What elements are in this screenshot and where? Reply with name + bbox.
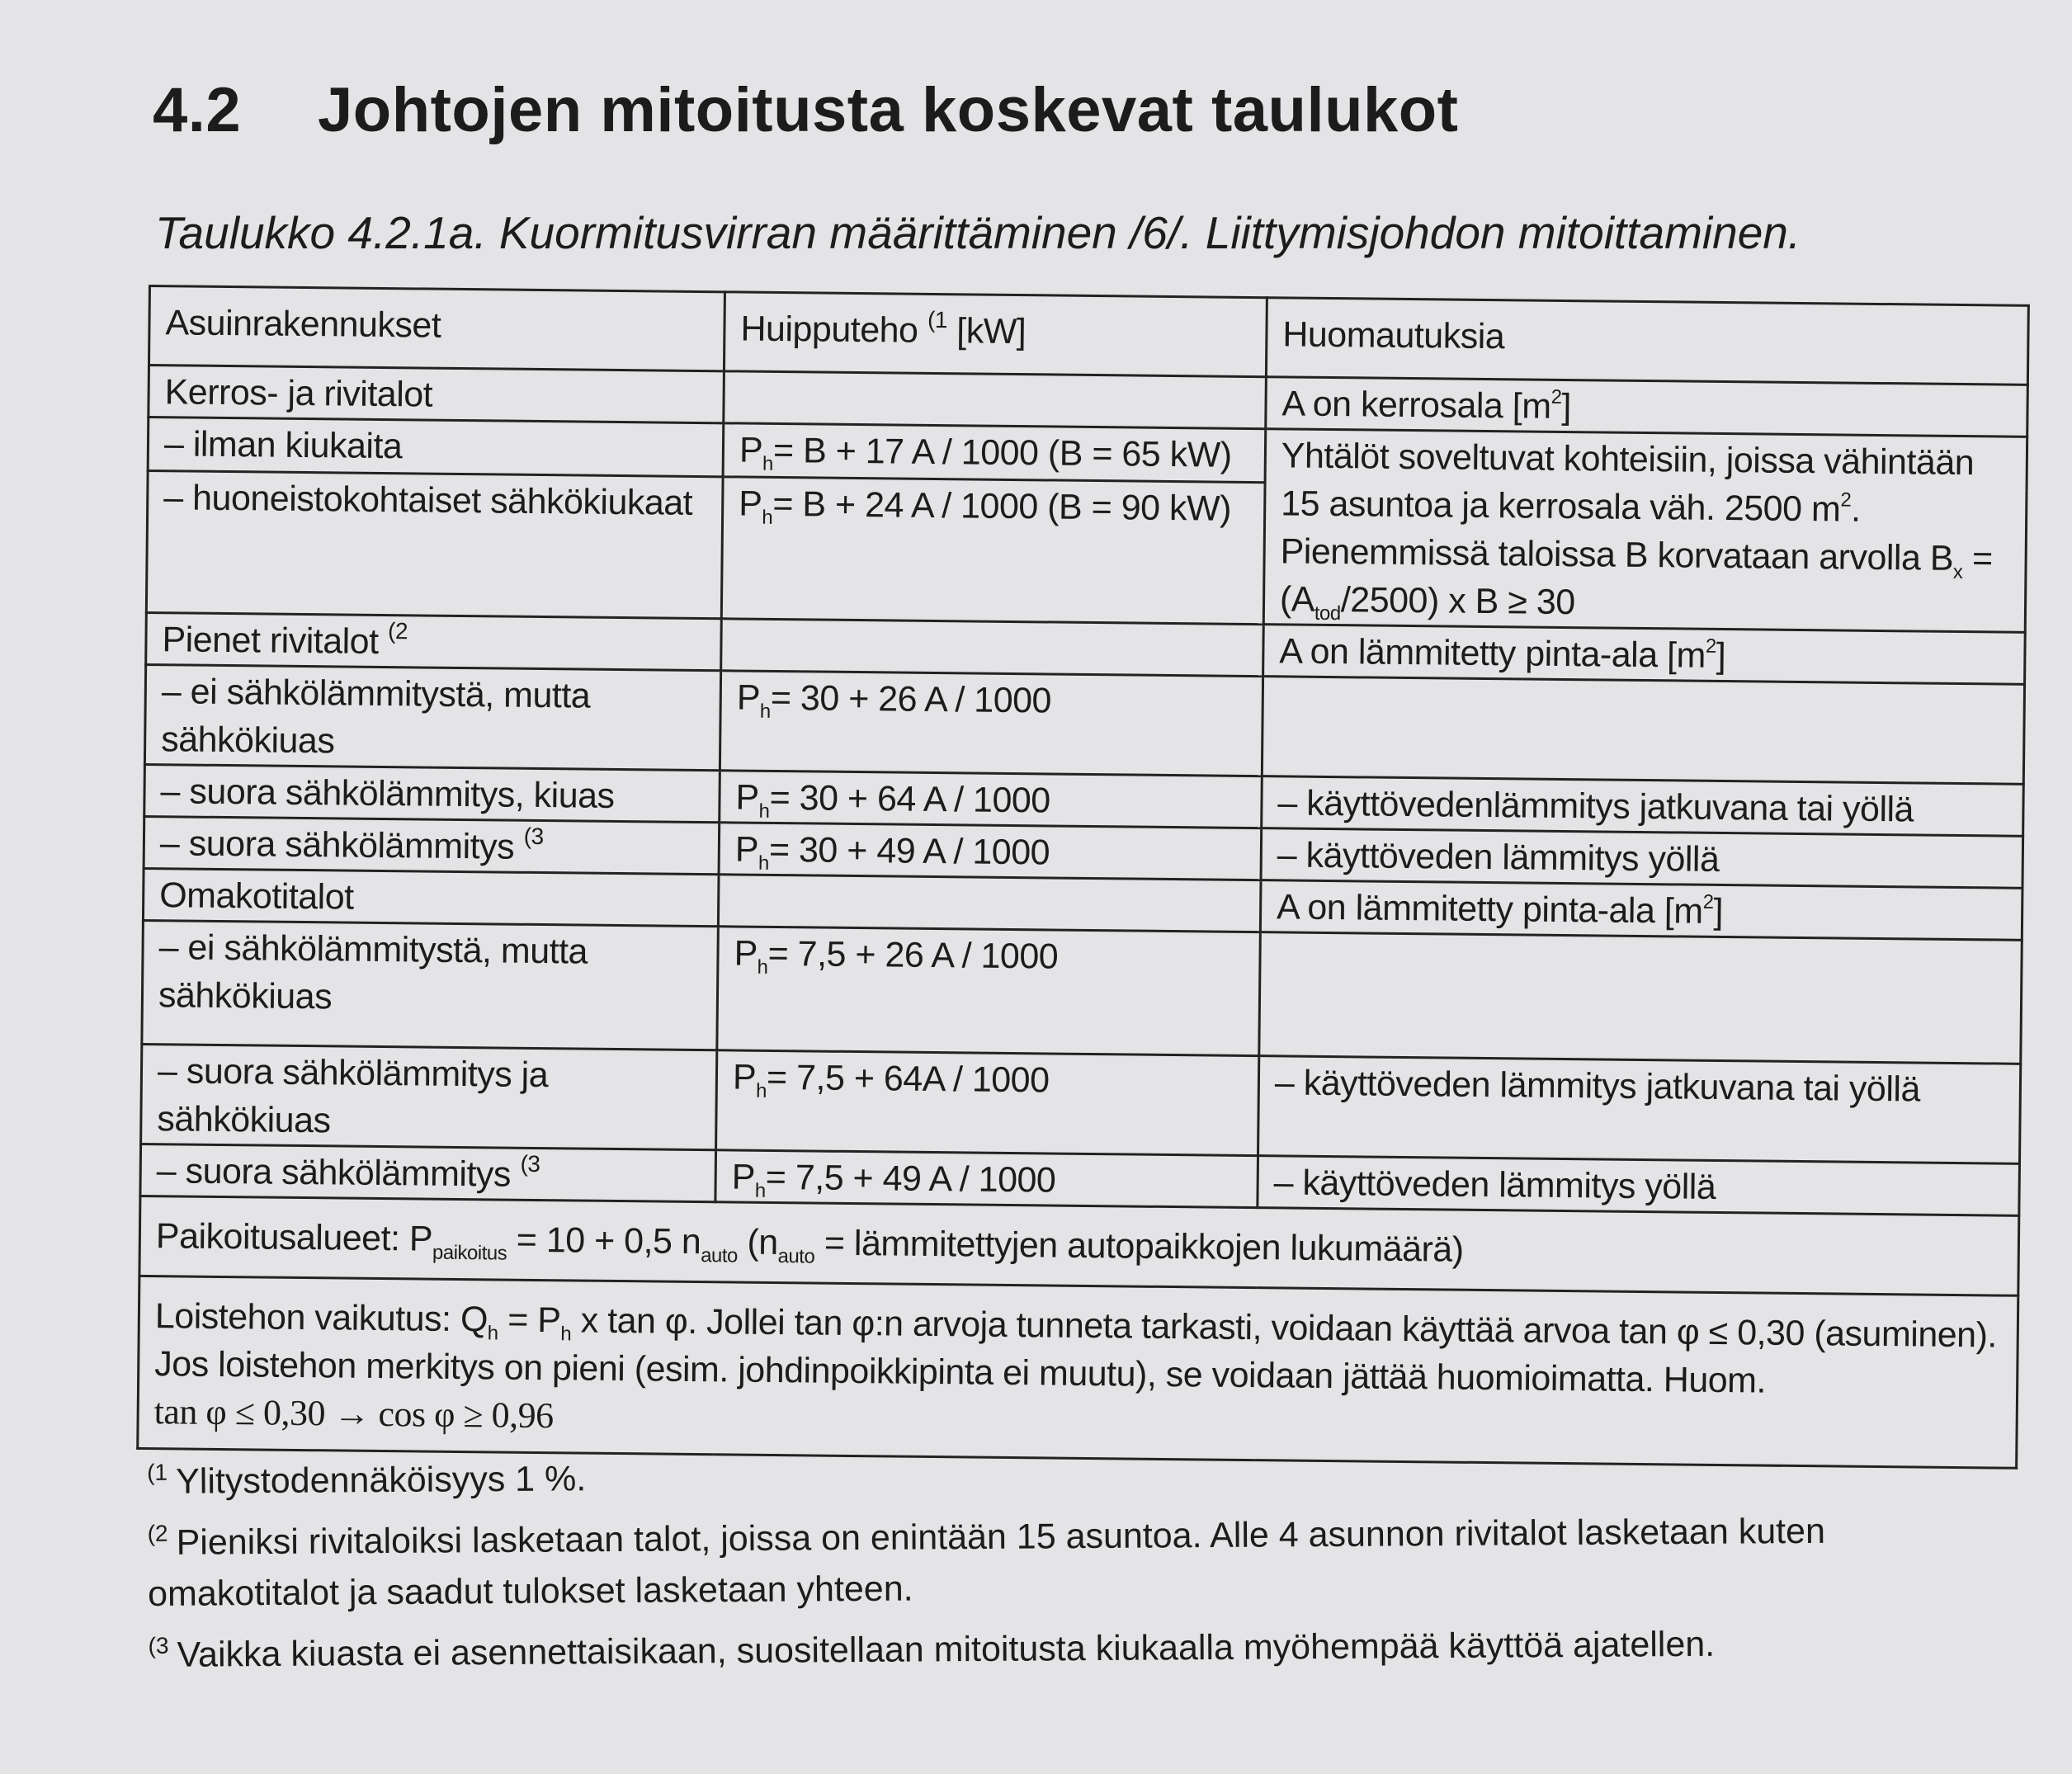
row-label: – huoneistokohtaiset sähkökiukaat — [146, 471, 723, 619]
footnote: $^{(3}$ Vaikka kiuasta ei asennettaisikaan, suositellaan mitoitusta kiukaalla myöhempää käyttöä ajatellen. — [148, 1624, 1716, 1675]
header-buildings: Asuinrakennukset — [149, 286, 724, 371]
footnotes — [147, 1443, 2005, 1691]
reactive-formula: tan φ ≤ 0,30 → cos φ ≥ 0,96 — [153, 1391, 554, 1437]
row-label: – suora sähkölämmitys $^{(3}$ — [144, 816, 720, 874]
table-row — [144, 664, 2024, 784]
row-note: Yhtälöt soveltuvat kohteisiin, joissa vähintään 15 asuntoa ja kerrosala väh. 2500 $m^2$. Pienemmissä taloissa B korvataan arvolla $B_x = (A_{tod}/2500)$ x B ≥ 30 — [1263, 429, 2027, 633]
row-formula: $P_h= 30 + 64$ A / 1000 — [720, 771, 1262, 828]
row-label: Omakotitalot — [143, 868, 719, 926]
row-formula: $P_h= 7,5 + 26$ A / 1000 — [717, 927, 1260, 1056]
header-notes: Huomautuksia — [1266, 298, 2028, 385]
header-peak-power: Huipputeho $^{(1}$ [kW] — [724, 292, 1267, 377]
row-formula: $P_h= 7,5 + 64A / 1000$ — [716, 1050, 1259, 1156]
row-note: – käyttöveden lämmitys yöllä — [1258, 1156, 2020, 1216]
row-note — [1262, 677, 2024, 785]
row-label: – suora sähkölämmitys $^{(3}$ — [140, 1144, 716, 1201]
row-label: – suora sähkölämmitys ja sähkökiuas — [141, 1044, 717, 1149]
row-note: A on lämmitetty pinta-ala $[m^2]$ — [1263, 625, 2026, 685]
table-caption: Taulukko 4.2.1a. Kuormitusvirran määrittäminen /6/. Liittymisjohdon mitoittaminen. — [155, 207, 1801, 258]
row-formula: $P_h= B + 24$ A / 1000 (B = 90 kW) — [721, 477, 1265, 625]
row-formula — [724, 371, 1266, 429]
section-heading — [153, 74, 1459, 146]
row-formula: $P_h= B + 17$ A / 1000 (B = 65 kW) — [723, 423, 1266, 483]
row-label: – ei sähkölämmitystä, mutta sähkökiuas — [144, 664, 720, 770]
reactive-power-row — [138, 1276, 2018, 1468]
row-formula: $P_h= 7,5 + 49$ A / 1000 — [715, 1150, 1258, 1208]
row-note: A on lämmitetty pinta-ala $[m^2]$ — [1260, 880, 2022, 941]
footnote: $^{(2}$ Pieniksi rivitaloiksi lasketaan talot, joissa on enintään 15 asuntoa. Alle 4 asunnon rivitalot lasketaan kuten omakotitalot ja saadut tulokset lasketaan yhteen. — [147, 1511, 1826, 1614]
row-label: – ilman kiukaita — [148, 418, 724, 477]
row-label: Kerros- ja rivitalot — [149, 366, 724, 423]
row-label: Pienet rivitalot $^{(2}$ — [146, 612, 722, 670]
row-formula: $P_h= 30 + 49$ A / 1000 — [719, 823, 1261, 880]
row-note — [1259, 932, 2022, 1064]
table-row — [142, 920, 2022, 1064]
row-note: – käyttöveden lämmitys yöllä — [1261, 828, 2023, 889]
row-note: – käyttöveden lämmitys jatkuvana tai yöllä — [1258, 1056, 2020, 1164]
footnote-mark: (1 — [927, 306, 948, 333]
table-row — [141, 1044, 2021, 1163]
row-note: – käyttövedenlämmitys jatkuvana tai yöllä — [1262, 776, 2024, 837]
parking-formula: Paikoitusalueet: $P_{paikoitus} = 10 + 0,5$ $n_{auto}$ ($n_{auto}$ = lämmitettyjen autopaikkojen lukumäärä) — [139, 1196, 2019, 1295]
section-title: Johtojen mitoitusta koskevat taulukot — [318, 75, 1459, 145]
row-formula — [718, 875, 1260, 932]
row-formula: $P_h= 30 + 26$ A / 1000 — [720, 671, 1263, 776]
row-label: – ei sähkölämmitystä, mutta sähkökiuas — [142, 920, 719, 1050]
row-label: – suora sähkölämmitys, kiuas — [144, 764, 720, 822]
section-number: 4.2 — [153, 75, 242, 145]
footnote: $^{(1}$ Ylitystodennäköisyys 1 %. — [147, 1459, 587, 1502]
dimensioning-table — [136, 285, 2030, 1470]
row-note: A on kerrosala $[m^2]$ — [1266, 377, 2028, 437]
reactive-power-note: Loistehon vaikutus: $Q_h = P_h$ x tan φ. Jollei tan φ:n arvoja tunneta tarkasti, voidaan käyttää arvoa tan φ ≤ 0,30 (asuminen). Jos loistehon merkitys on pieni (esim. johdinpoikkipinta ei muutu), se voidaan jättää huomioimatta. Huom. tan φ ≤ 0,30 → cos φ ≥ 0,96 — [138, 1276, 2018, 1468]
row-formula — [721, 619, 1263, 677]
